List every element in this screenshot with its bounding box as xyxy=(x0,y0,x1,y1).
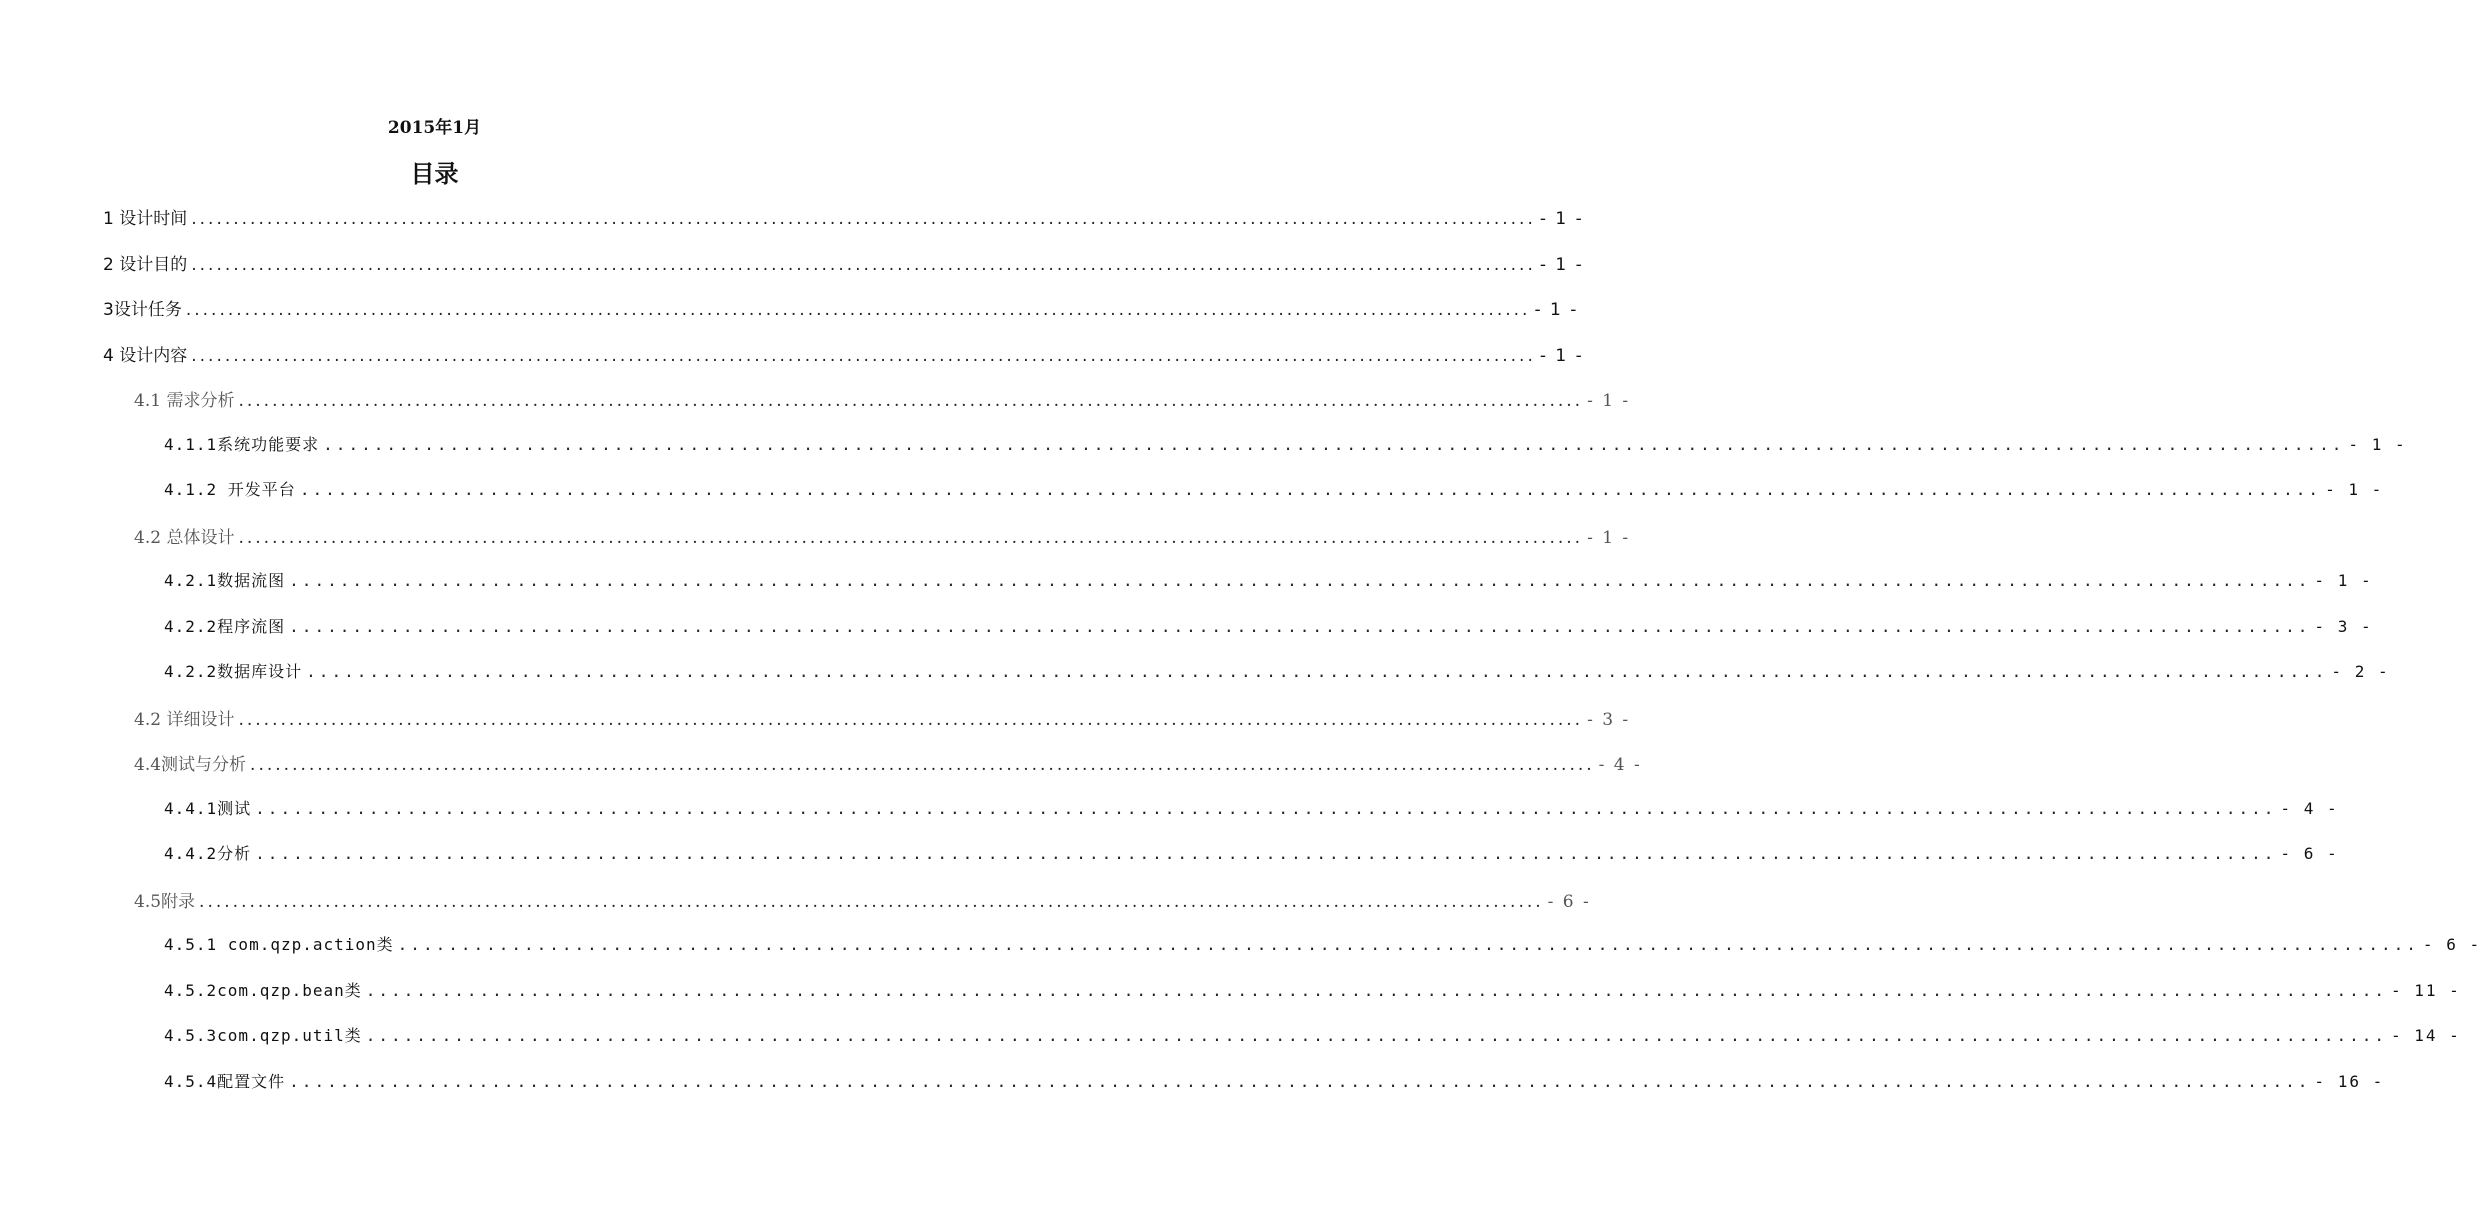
toc-dot-leader: ................................................................................................................................................................ xyxy=(250,755,1595,775)
toc-entry-page: - 3 - xyxy=(2314,617,2373,636)
toc-entry-label: 4.5.3com.qzp.util类 xyxy=(164,1026,362,1045)
toc-entry[interactable] xyxy=(134,750,1642,780)
toc-entry-page: - 1 - xyxy=(1539,209,1584,229)
toc-dot-leader: ................................................................................................................................................................ xyxy=(397,935,2419,954)
toc-entry[interactable] xyxy=(164,1023,2461,1053)
document-date: 2015年1月 xyxy=(387,118,482,138)
toc-entry-page: - 6 - xyxy=(2422,935,2481,954)
toc-entry[interactable] xyxy=(103,250,1584,280)
toc-entry-page: - 4 - xyxy=(1598,755,1642,775)
toc-entry[interactable] xyxy=(164,841,2339,871)
toc-entry-page: - 1 - xyxy=(1539,255,1584,275)
toc-entry-page: - 1 - xyxy=(2325,480,2384,499)
toc-entry[interactable] xyxy=(134,705,1631,735)
toc-dot-leader: ................................................................................................................................................................ xyxy=(255,799,2277,818)
toc-entry-page: - 1 - xyxy=(1534,300,1579,320)
toc-dot-leader: ................................................................................................................................................................ xyxy=(365,981,2388,1000)
toc-entry-label: 4.4.2分析 xyxy=(164,844,252,863)
toc-dot-leader: ................................................................................................................................................................ xyxy=(191,346,1536,366)
toc-dot-leader: ................................................................................................................................................................ xyxy=(365,1026,2388,1045)
toc-entry[interactable] xyxy=(164,796,2339,826)
toc-entry-label: 4.4.1测试 xyxy=(164,799,252,818)
toc-entry-page: - 16 - xyxy=(2314,1072,2385,1091)
toc-entry[interactable] xyxy=(164,932,2481,962)
toc-dot-leader: ................................................................................................................................................................ xyxy=(255,844,2277,863)
toc-entry-page: - 1 - xyxy=(1587,528,1631,548)
toc-entry-label: 1 设计时间 xyxy=(103,209,188,229)
toc-entry[interactable] xyxy=(103,204,1584,234)
toc-entry[interactable] xyxy=(164,614,2373,644)
toc-entry-label: 4.5附录 xyxy=(134,892,196,912)
toc-dot-leader: ................................................................................................................................................................ xyxy=(289,571,2311,590)
toc-entry-label: 4.5.2com.qzp.bean类 xyxy=(164,981,362,1000)
toc-entry[interactable] xyxy=(103,295,1579,325)
toc-dot-leader: ................................................................................................................................................................ xyxy=(299,480,2322,499)
toc-entry-label: 4.2 总体设计 xyxy=(134,528,235,548)
toc-dot-leader: ................................................................................................................................................................ xyxy=(289,617,2311,636)
toc-entry-label: 2 设计目的 xyxy=(103,255,188,275)
toc-entry-label: 4.2.1数据流图 xyxy=(164,571,286,590)
toc-entry-label: 4.1.1系统功能要求 xyxy=(164,435,320,454)
toc-dot-leader: ................................................................................................................................................................ xyxy=(185,300,1531,320)
toc-entry[interactable] xyxy=(164,659,2390,689)
toc-entry-label: 4.4测试与分析 xyxy=(134,755,247,775)
toc-entry[interactable] xyxy=(164,568,2373,598)
toc-entry-page: - 1 - xyxy=(1587,391,1631,411)
toc-dot-leader: ................................................................................................................................................................ xyxy=(238,528,1584,548)
toc-entry-label: 4.5.4配置文件 xyxy=(164,1072,286,1091)
toc-entry-page: - 11 - xyxy=(2391,981,2461,1000)
toc-entry-label: 4.1 需求分析 xyxy=(134,391,235,411)
toc-entry[interactable] xyxy=(103,341,1584,371)
toc-entry-label: 3设计任务 xyxy=(103,300,182,320)
toc-entry[interactable] xyxy=(134,386,1631,416)
toc-dot-leader: ................................................................................................................................................................ xyxy=(238,391,1584,411)
toc-entry-label: 4.5.1 com.qzp.action类 xyxy=(164,935,394,954)
toc-dot-leader: ................................................................................................................................................................ xyxy=(306,662,2328,681)
toc-dot-leader: ................................................................................................................................................................ xyxy=(191,255,1536,275)
toc-entry-label: 4.2.2程序流图 xyxy=(164,617,286,636)
toc-dot-leader: ................................................................................................................................................................ xyxy=(238,710,1584,730)
toc-dot-leader: ................................................................................................................................................................ xyxy=(323,435,2345,454)
toc-entry-page: - 1 - xyxy=(1539,346,1584,366)
toc-entry-page: - 1 - xyxy=(2348,435,2407,454)
toc-entry[interactable] xyxy=(134,523,1631,553)
toc-title: 目录 xyxy=(410,160,459,188)
toc-dot-leader: ................................................................................................................................................................ xyxy=(289,1072,2311,1091)
toc-entry-page: - 3 - xyxy=(1587,710,1631,730)
toc-dot-leader: ................................................................................................................................................................ xyxy=(191,209,1536,229)
toc-dot-leader: ................................................................................................................................................................ xyxy=(199,892,1544,912)
toc-entry-page: - 6 - xyxy=(2280,844,2339,863)
toc-entry-page: - 14 - xyxy=(2391,1026,2461,1045)
toc-entry[interactable] xyxy=(134,887,1591,917)
toc-entry-page: - 2 - xyxy=(2331,662,2390,681)
toc-entry-page: - 6 - xyxy=(1547,892,1591,912)
toc-entry[interactable] xyxy=(164,432,2407,462)
toc-entry-label: 4.2.2数据库设计 xyxy=(164,662,303,681)
toc-entry-label: 4 设计内容 xyxy=(103,346,188,366)
toc-entry-label: 4.2 详细设计 xyxy=(134,710,235,730)
toc-entry[interactable] xyxy=(164,978,2461,1008)
toc-entry[interactable] xyxy=(164,477,2384,507)
toc-entry-page: - 1 - xyxy=(2314,571,2373,590)
toc-entry-page: - 4 - xyxy=(2280,799,2339,818)
toc-entry[interactable] xyxy=(164,1069,2385,1099)
toc-entry-label: 4.1.2 开发平台 xyxy=(164,480,296,499)
